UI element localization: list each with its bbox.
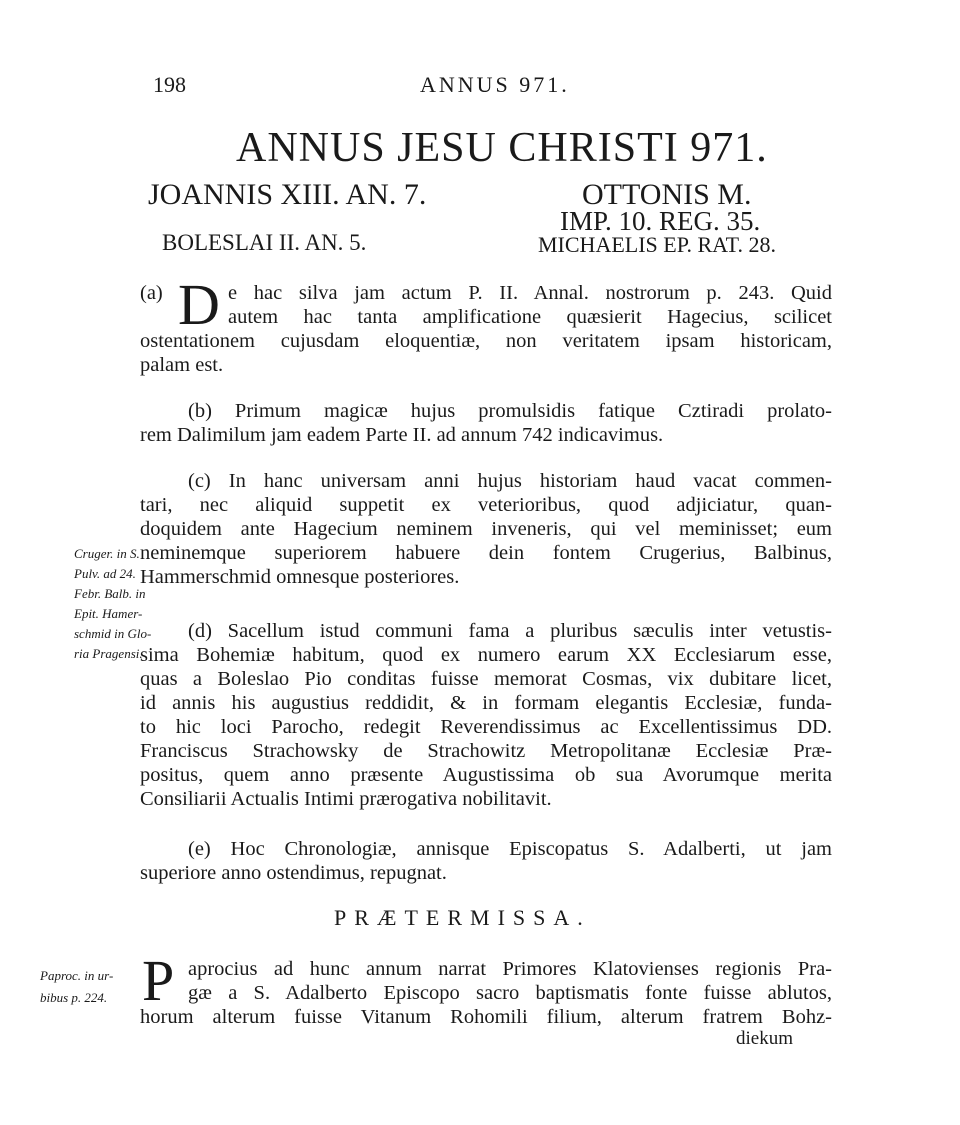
praetermissa-dropcap: P — [142, 948, 175, 1013]
margin-note-line: Febr. Balb. in — [74, 586, 146, 601]
note-c-line: doquidem ante Hagecium neminem inveneris, qui vel meminisset; eum — [140, 518, 832, 540]
running-title: ANNUS 971. — [420, 72, 570, 97]
margin-note-line: Pulv. ad 24. — [74, 566, 136, 581]
note-a-line: autem hac tanta amplificatione quæsierit Hagecius, scilicet — [228, 306, 832, 328]
note-c-line: tari, nec aliquid suppetit ex veterioribus, quod adjiciatur, quan- — [140, 494, 832, 516]
note-d-line: sima Bohemiæ habitum, quod ex numero earum XX Ecclesiarum esse, — [140, 644, 832, 666]
page-title: ANNUS JESU CHRISTI 971. — [236, 125, 768, 171]
note-a-marker: (a) — [140, 282, 163, 304]
margin-note-line: schmid in Glo- — [74, 626, 152, 641]
margin-note-line: ria Pragensi. — [74, 646, 143, 661]
note-d-line: (d) Sacellum istud communi fama a pluribus sæculis inter vetustis- — [188, 620, 832, 642]
note-e-line: (e) Hoc Chronologiæ, annisque Episcopatus S. Adalberti, ut jam — [188, 838, 832, 860]
note-c-line: (c) In hanc universam anni hujus historiam haud vacat commen- — [188, 470, 832, 492]
note-c-line: neminemque superiorem habuere dein fontem Crugerius, Balbinus, — [140, 542, 832, 564]
praetermissa-line: aprocius ad hunc annum narrat Primores Klatovienses regionis Pra- — [188, 958, 832, 980]
praetermissa-line: gæ a S. Adalberto Episcopo sacro baptismatis fonte fuisse ablutos, — [188, 982, 832, 1004]
note-d-line: positus, quem anno præsente Augustissima ob sua Avorumque merita — [140, 764, 832, 786]
margin-note-line: Paproc. in ur- — [40, 968, 114, 983]
emperor-reign: IMP. 10. REG. 35. — [560, 206, 761, 236]
note-a-line: e hac silva jam actum P. II. Annal. nostrorum p. 243. Quid — [228, 282, 832, 304]
note-e-line: superiore anno ostendimus, repugnat. — [140, 862, 447, 884]
emperor-name: OTTONIS M. — [582, 178, 752, 211]
note-d-line: Franciscus Strachowsky de Strachowitz Metropolitanæ Ecclesiæ Præ- — [140, 740, 832, 762]
duke-reign: BOLESLAI II. AN. 5. — [162, 230, 367, 255]
pope-reign: JOANNIS XIII. AN. 7. — [148, 178, 427, 211]
margin-note-line: Epit. Hamer- — [74, 606, 143, 621]
note-a-line: ostentationem cujusdam eloquentiæ, non veritatem ipsam historicam, — [140, 330, 832, 352]
section-heading: PRÆTERMISSA. — [334, 905, 591, 930]
note-a-line: palam est. — [140, 354, 224, 376]
margin-note-line: Cruger. in S. — [74, 546, 140, 561]
margin-note-line: bibus p. 224. — [40, 990, 108, 1005]
note-d-line: id annis his augustius reddidit, & in formam elegantis Ecclesiæ, funda- — [140, 692, 832, 714]
note-c-line: Hammerschmid omnesque posteriores. — [140, 566, 460, 588]
note-d-line: Consiliarii Actualis Intimi prærogativa nobilitavit. — [140, 788, 552, 810]
note-d-line: quas a Boleslao Pio conditas fuisse memorat Cosmas, vix dubitare licet, — [140, 668, 832, 690]
note-b-line: rem Dalimilum jam eadem Parte II. ad annum 742 indicavimus. — [140, 424, 664, 446]
page-number: 198 — [153, 72, 186, 97]
note-a-dropcap: D — [178, 272, 220, 337]
note-b-line: (b) Primum magicæ hujus promulsidis fatique Cztiradi prolato- — [188, 400, 832, 422]
bishop-reign: MICHAELIS EP. RAT. 28. — [538, 232, 776, 257]
catchword: diekum — [736, 1028, 793, 1049]
praetermissa-line: horum alterum fuisse Vitanum Rohomili filium, alterum fratrem Bohz- — [140, 1006, 832, 1028]
note-d-line: to hic loci Parocho, redegit Reverendissimus ac Excellentissimus DD. — [140, 716, 832, 738]
